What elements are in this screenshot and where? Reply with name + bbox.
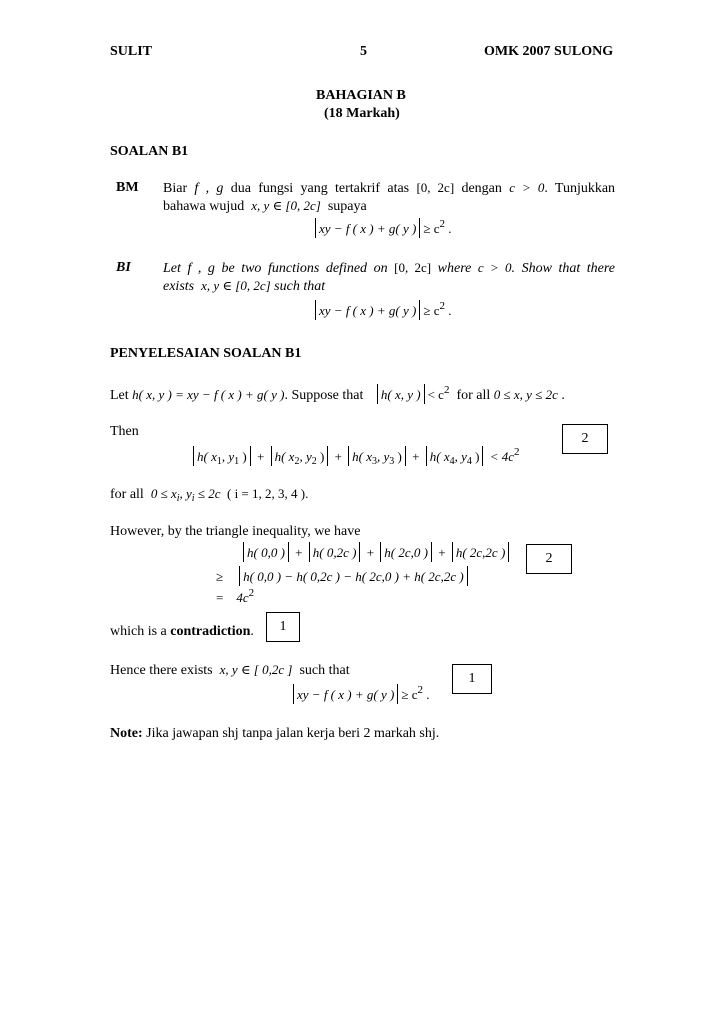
however-line: However, by the triangle inequality, we have [110, 524, 361, 539]
hence-line: Hence there exists x, y ∈ [ 0,2c ] such that [110, 662, 350, 678]
question-heading: SOALAN B1 [110, 144, 189, 159]
let-line: Let h( x, y ) = xy − f ( x ) + g( y ). Suppose that h( x, y ) < $c^2$ for all 0 ≤ x, y ≤ 2c . [110, 384, 565, 403]
triangle-combined: ≥ h( 0,0 ) − h( 0,2c ) − h( 2c,0 ) + h( 2c,2c ) [216, 566, 471, 586]
sum-inequality: h( $x_1$, $y_1$ ) + h( $x_2$, $y_2$ ) + h( $x_3$, $y_3$ ) + h( $x_4$, $y_4$ ) < $4c^2$ [190, 446, 520, 466]
bm-line2: bahawa wujud x, y ∈ [0, 2c] supaya [163, 198, 367, 214]
bm-formula: xy − f ( x ) + g( y ) ≥ $c^2$ . [312, 218, 451, 238]
result-line: = $4c^2$ [216, 587, 255, 605]
bi-tag: BI [116, 260, 131, 275]
contradiction-line: which is a contradiction. [110, 624, 254, 639]
page-number: 5 [360, 44, 367, 59]
section-marks: (18 Markah) [324, 106, 400, 121]
bi-line1: Let f , g be two functions defined on [0, 2c] where c > 0. Show that there [163, 260, 616, 276]
forall-line: for all $0 \le x_i$, $y_i \le 2c$ ( i = 1, 2, 3, 4 ). [110, 486, 309, 504]
header-right: OMK 2007 SULONG [484, 44, 614, 59]
bm-tag: BM [116, 180, 139, 195]
section-title: BAHAGIAN B [316, 88, 406, 103]
bi-formula: xy − f ( x ) + g( y ) ≥ $c^2$ . [312, 300, 451, 320]
bi-line2: exists x, y ∈ [0, 2c] such that [163, 278, 326, 294]
bm-line1: Biar f , g dua fungsi yang tertakrif atas [0, 2c] dengan c > 0. Tunjukkan [163, 180, 616, 196]
note-line: Note: Jika jawapan shj tanpa jalan kerja beri 2 markah shj. [110, 726, 440, 741]
final-formula: xy − f ( x ) + g( y ) ≥ $c^2$ . [290, 684, 429, 704]
then-label: Then [110, 424, 139, 439]
mark-box-4: 1 [452, 664, 492, 694]
triangle-sum: h( 0,0 ) + h( 0,2c ) + h( 2c,0 ) + h( 2c,2c ) [240, 542, 512, 562]
header-left: SULIT [110, 44, 153, 59]
solution-heading: PENYELESAIAN SOALAN B1 [110, 346, 302, 361]
mark-box-2: 2 [526, 544, 572, 574]
mark-box-1: 2 [562, 424, 608, 454]
mark-box-3: 1 [266, 612, 300, 642]
